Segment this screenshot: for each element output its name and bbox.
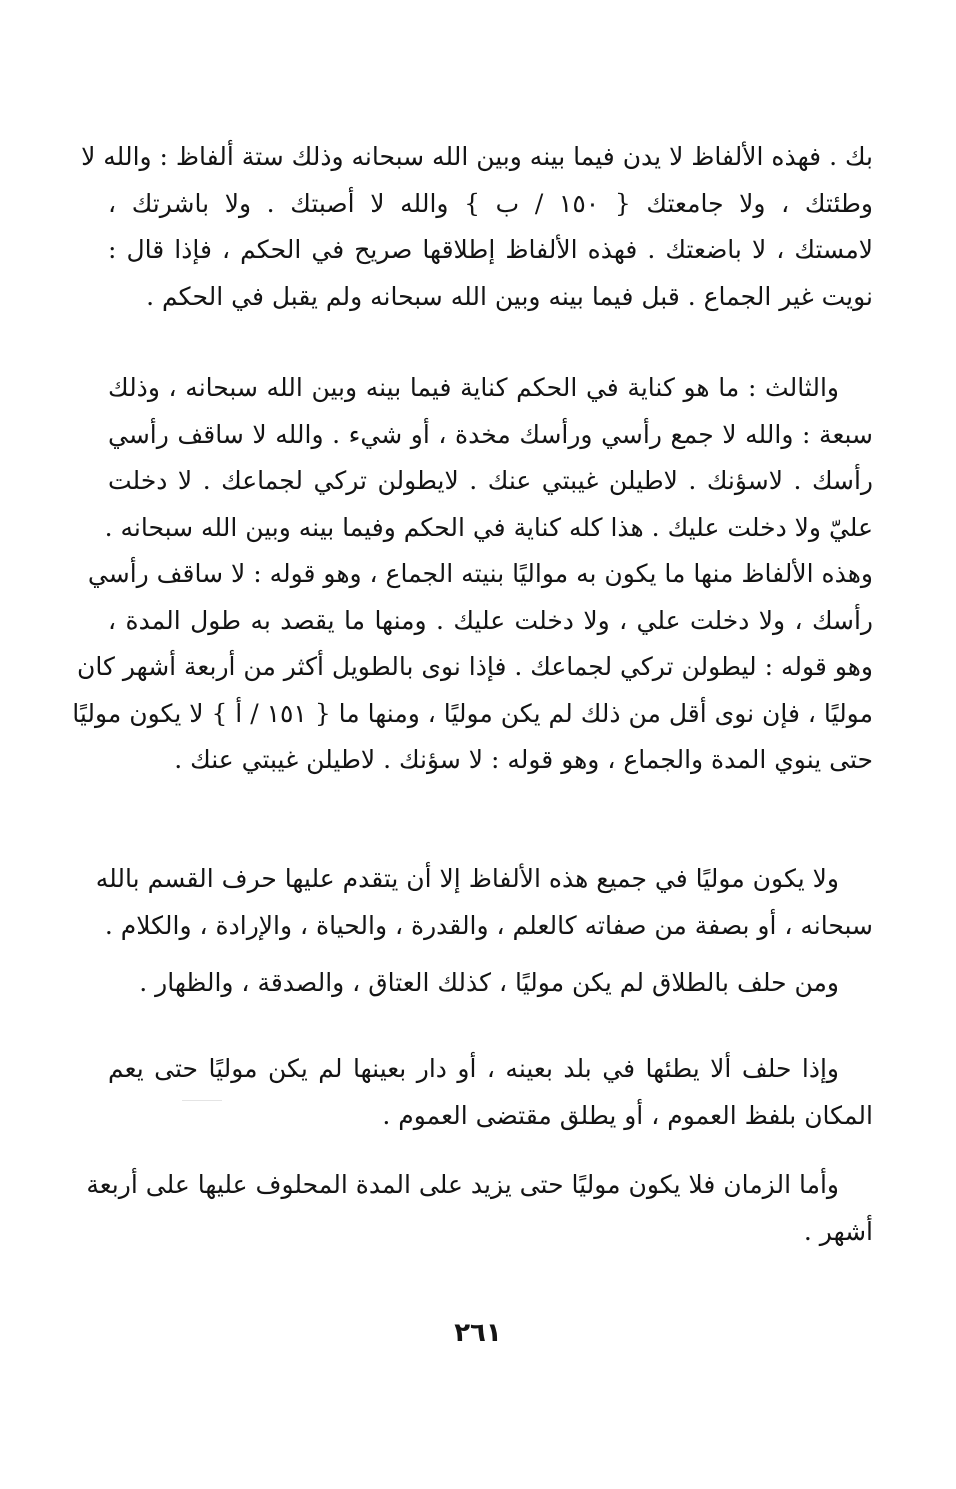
page-number: ٢٦١ (454, 1318, 502, 1348)
paragraph-2 (72, 365, 873, 784)
text-line: سبعة : والله لا جمع رأسي ورأسك مخدة ، أو شيء . والله لا ساقف رأسي (108, 419, 873, 449)
text-line: حتى ينوي المدة والجماع ، وهو قوله : لا سؤنك . لاطيلن غيبتي عنك . (174, 745, 873, 774)
text-line: وإذا حلف ألا يطئها في بلد بعينه ، أو دار بعينها لم يكن موليًا حتى يعم (108, 1054, 839, 1083)
text-line: والثالث : ما هو كناية في الحكم كناية فيما بينه وبين الله سبحانه ، وذلك (108, 373, 839, 402)
paragraph-6 (86, 1162, 873, 1255)
text-line: عليّ ولا دخلت عليك . هذا كله كناية في الحكم وفيما بينه وبين الله سبحانه . (104, 512, 873, 542)
text-line: أشهر . (803, 1216, 873, 1246)
text-line: ومن حلف بالطلاق لم يكن موليًا ، كذلك العتاق ، والصدقة ، والظهار . (139, 968, 839, 997)
text-line: ولا يكون موليًا في جميع هذه الألفاظ إلا أن يتقدم عليها حرف القسم بالله (95, 864, 839, 893)
text-line: وهذه الألفاظ منها ما يكون به مواليًا بنيته الجماع ، وهو قوله : لا ساقف رأسي (87, 559, 873, 588)
paragraph-1 (81, 134, 873, 320)
text-line: وطئتك ، ولا جامعتك { ١٥٠ / ب } والله لا أصبتك . ولا باشرتك ، (108, 188, 873, 218)
paragraph-5 (108, 1046, 873, 1139)
text-line: بك . فهذه الألفاظ لا يدن فيما بينه وبين الله سبحانه وذلك ستة ألفاظ : والله لا (81, 142, 873, 171)
text-line: المكان بلفظ العموم ، أو يطلق مقتضى العموم . (382, 1100, 873, 1130)
text-line: رأسك . لاسؤنك . لاطيلن غيبتي عنك . لايطولن تركي لجماعك . لا دخلت (108, 466, 873, 495)
text-line: وأما الزمان فلا يكون موليًا حتى يزيد على المدة المحلوف عليها على أربعة (86, 1170, 839, 1199)
text-line: نويت غير الجماع . قبل فيما بينه وبين الله سبحانه ولم يقبل في الحكم . (146, 281, 873, 311)
text-line: سبحانه ، أو بصفة من صفاته كالعلم ، والقدرة ، والحياة ، والإرادة ، والكلام . (104, 910, 873, 940)
text-line: وهو قوله : ليطولن تركي لجماعك . فإذا نوى بالطويل أكثر من أربعة أشهر كان (77, 652, 873, 681)
text-line: موليًا ، فإن نوى أقل من ذلك لم يكن موليًا ، ومنها ما { ١٥١ / أ } لا يكون موليًا (72, 698, 873, 728)
text-line: لامستك ، لا باضعتك . فهذه الألفاظ إطلاقها صريح في الحكم ، فإذا قال : (108, 235, 873, 264)
text-line: رأسك ، ولا دخلت علي ، ولا دخلت عليك . ومنها ما يقصد به طول المدة ، (108, 605, 873, 635)
paragraph-3 (95, 856, 873, 949)
paragraph-4 (108, 960, 873, 1007)
